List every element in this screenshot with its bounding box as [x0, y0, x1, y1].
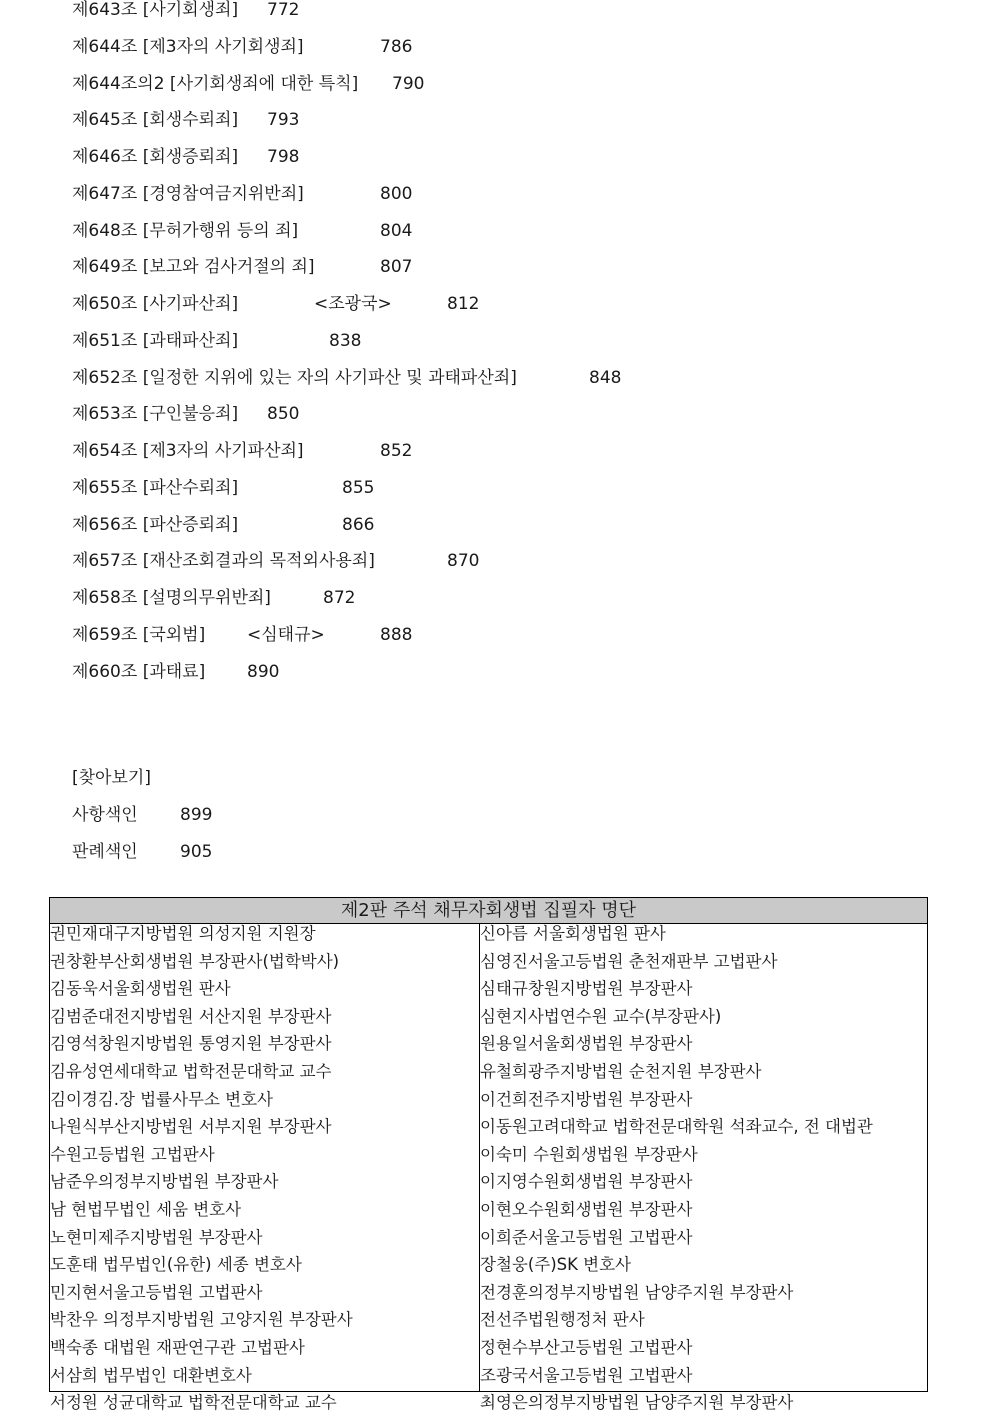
toc-entry-title: 제647조 [경영참여금지위반죄] — [72, 183, 304, 204]
author-roster-table — [49, 897, 928, 1413]
toc-entry-page: 890 — [247, 661, 280, 682]
index-entry-page: 905 — [180, 842, 213, 862]
toc-entry-title: 제652조 [일정한 지위에 있는 자의 사기파산 및 과태파산죄] — [72, 367, 517, 388]
toc-entry-page: 800 — [380, 183, 413, 204]
toc-entry-page: 772 — [267, 0, 300, 20]
roster-member: 백숙종 대법원 재판연구관 고법판사 — [50, 1337, 305, 1357]
toc-entry-page: 870 — [447, 551, 480, 572]
roster-member: 이동원고려대학교 법학전문대학원 석좌교수, 전 대법관 — [480, 1117, 873, 1137]
toc-entry-page: 807 — [380, 257, 413, 278]
roster-member: 김이경김.장 법률사무소 변호사 — [50, 1089, 273, 1109]
roster-member: 도훈태 법무법인(유한) 세종 변호사 — [50, 1255, 302, 1275]
roster-member: 조광국서울고등법원 고법판사 — [480, 1365, 693, 1385]
toc-entry-page: 786 — [380, 36, 413, 57]
roster-member: 민지현서울고등법원 고법판사 — [50, 1282, 263, 1302]
roster-member: 원용일서울회생법원 부장판사 — [480, 1034, 693, 1054]
roster-member: 남준우의정부지방법원 부장판사 — [50, 1172, 279, 1192]
toc-entry-title: 제659조 [국외범] — [72, 624, 206, 645]
toc-entry-title: 제645조 [회생수뢰죄] — [72, 110, 239, 131]
toc-entry-author: <조광국> — [314, 294, 392, 314]
toc-entry-title: 제658조 [설명의무위반죄] — [72, 588, 271, 608]
roster-member: 서정원 성균대학교 법학전문대학교 교수 — [50, 1393, 337, 1413]
toc-entry-title: 제657조 [재산조회결과의 목적외사용죄] — [72, 551, 375, 572]
toc-entry-page: 804 — [380, 220, 413, 241]
toc-entry-page: 798 — [267, 147, 300, 167]
roster-member: 이현오수원회생법원 부장판사 — [480, 1199, 693, 1219]
toc-entry-title: 제650조 [사기파산죄] — [72, 294, 239, 314]
toc-entry-title: 제651조 [과태파산죄] — [72, 330, 239, 351]
roster-body — [50, 924, 927, 1413]
toc-entry-title: 제649조 [보고와 검사거절의 죄] — [72, 257, 315, 278]
roster-left-column — [50, 924, 480, 1413]
roster-member: 박찬우 의정부지방법원 고양지원 부장판사 — [50, 1310, 353, 1330]
toc-entry-page: 848 — [589, 367, 622, 388]
toc-entry-title: 제644조 [제3자의 사기회생죄] — [72, 36, 304, 57]
roster-member: 김범준대전지방법원 서산지원 부장판사 — [50, 1006, 332, 1026]
toc-entry-title: 제646조 [회생증뢰죄] — [72, 147, 239, 167]
toc-entry-page: 866 — [342, 514, 375, 535]
roster-member: 수원고등법원 고법판사 — [50, 1144, 215, 1164]
roster-member: 심태규창원지방법원 부장판사 — [480, 979, 693, 999]
toc-entry-page: 855 — [342, 477, 375, 498]
roster-member: 이숙미 수원회생법원 부장판사 — [480, 1144, 698, 1164]
toc-entry-author: <심태규> — [247, 624, 325, 645]
roster-member: 신아름 서울회생법원 판사 — [480, 924, 666, 943]
roster-title: 제2판 주석 채무자회생법 집필자 명단 — [50, 898, 927, 924]
roster-member: 이희준서울고등법원 고법판사 — [480, 1227, 693, 1247]
roster-right-column — [480, 924, 927, 1413]
toc-entry-page: 793 — [267, 110, 300, 131]
roster-member: 유철희광주지방법원 순천지원 부장판사 — [480, 1061, 762, 1081]
toc-entry-page: 872 — [323, 588, 356, 608]
toc-entry-title: 제654조 [제3자의 사기파산죄] — [72, 441, 304, 461]
roster-member: 장철웅(주)SK 변호사 — [480, 1255, 631, 1275]
roster-member: 나원식부산지방법원 서부지원 부장판사 — [50, 1117, 332, 1137]
toc-entry-title: 제648조 [무허가행위 등의 죄] — [72, 220, 299, 241]
roster-member: 권창환부산회생법원 부장판사(법학박사) — [50, 951, 340, 971]
toc-entry-page: 790 — [392, 73, 425, 94]
toc-entry-title: 제643조 [사기회생죄] — [72, 0, 239, 20]
roster-member: 최영은의정부지방법원 남양주지원 부장판사 — [480, 1393, 794, 1413]
roster-member: 이지영수원회생법원 부장판사 — [480, 1172, 693, 1192]
index-entry-label: 판례색인 — [72, 842, 138, 862]
toc-entry-title: 제656조 [파산증뢰죄] — [72, 514, 239, 535]
toc-entry-title: 제653조 [구인불응죄] — [72, 404, 239, 425]
toc-entry-page: 850 — [267, 404, 300, 425]
roster-member: 권민재대구지방법원 의성지원 지원장 — [50, 924, 316, 943]
toc-entry-page: 812 — [447, 294, 480, 314]
roster-member: 김영석창원지방법원 통영지원 부장판사 — [50, 1034, 332, 1054]
roster-member: 전경훈의정부지방법원 남양주지원 부장판사 — [480, 1282, 794, 1302]
toc-entry-title: 제655조 [파산수뢰죄] — [72, 477, 239, 498]
roster-member: 남 현법무법인 세움 변호사 — [50, 1199, 242, 1219]
index-entry-subject[interactable] — [72, 803, 213, 827]
toc-entry-title: 제644조의2 [사기회생죄에 대한 특칙] — [72, 73, 359, 94]
roster-member: 김유성연세대학교 법학전문대학교 교수 — [50, 1061, 332, 1081]
index-entry-label: 사항색인 — [72, 805, 138, 825]
roster-member: 서삼희 법무법인 대환변호사 — [50, 1365, 252, 1385]
roster-member: 심현지사법연수원 교수(부장판사) — [480, 1006, 722, 1026]
toc-entry-page: 838 — [329, 330, 362, 351]
roster-member: 이건희전주지방법원 부장판사 — [480, 1089, 693, 1109]
toc-entry-page: 888 — [380, 624, 413, 645]
index-entry-page: 899 — [180, 805, 213, 825]
roster-member: 김동욱서울회생법원 판사 — [50, 979, 231, 999]
index-heading: [찾아보기] — [72, 768, 151, 788]
roster-member: 노현미제주지방법원 부장판사 — [50, 1227, 263, 1247]
roster-member: 정현수부산고등법원 고법판사 — [480, 1337, 693, 1357]
roster-member: 심영진서울고등법원 춘천재판부 고법판사 — [480, 951, 778, 971]
toc-entry-page: 852 — [380, 441, 413, 461]
index-entry-case[interactable] — [72, 840, 213, 864]
toc-entry-title: 제660조 [과태료] — [72, 661, 206, 682]
roster-member: 전선주법원행정처 판사 — [480, 1310, 645, 1330]
